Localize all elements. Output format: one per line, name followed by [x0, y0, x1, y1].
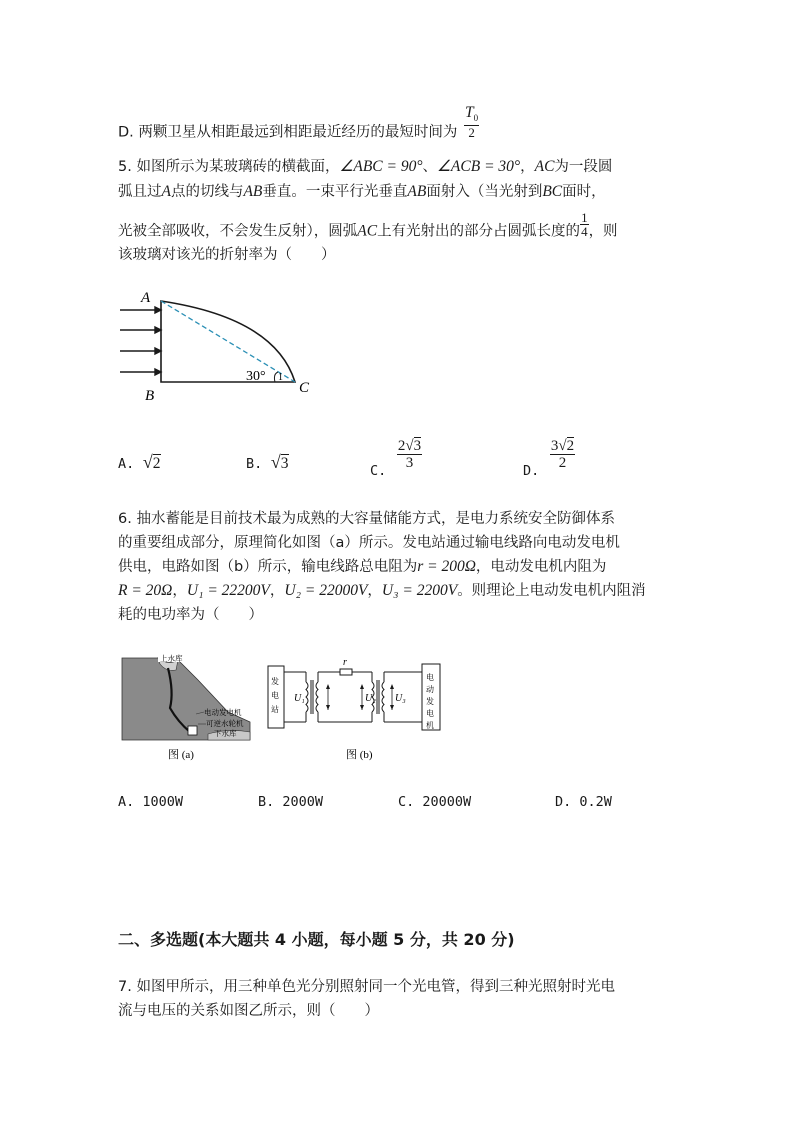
svg-text:动: 动 — [426, 685, 434, 694]
turbine-label: 可逆水轮机 — [206, 719, 244, 728]
q5-option-a[interactable]: A. √2 — [118, 452, 161, 472]
q5-line-2: 弧且过A点的切线与AB垂直。一束平行光垂直AB面射入（当光射到BC面时， — [118, 183, 606, 200]
svg-text:发: 发 — [426, 697, 434, 706]
svg-text:机: 机 — [426, 721, 434, 730]
angle-30-label: 30° — [246, 369, 266, 384]
figure-a-caption: 图 (a) — [168, 749, 194, 761]
point-b-label: B — [145, 388, 155, 404]
u1-label: U₁ — [294, 693, 305, 704]
motor-generator-label: 电动发电机 — [204, 708, 242, 717]
q6-line-1: 6. 抽水蓄能是目前技术最为成熟的大容量储能方式，是电力系统安全防御体系 — [118, 511, 615, 527]
glass-brick-figure — [115, 288, 325, 408]
q6-line-2: 的重要组成部分，原理简化如图（a）所示。发电站通过输电线路向电动发电机 — [118, 535, 620, 551]
q6-option-b[interactable]: B. 2000W — [258, 794, 324, 810]
chord-ac-dashed — [161, 301, 295, 382]
station-label-2: 电 — [271, 691, 279, 700]
q7-line-1: 7. 如图甲所示，用三种单色光分别照射同一个光电管，得到三种光照射时光电 — [118, 979, 615, 995]
half-period-fraction: $\frac{T_0}{2}$ — [465, 104, 479, 141]
q6-line-3: 供电，电路如图（b）所示，输电线路总电阻为r = 200Ω，电动发电机内阻为 — [118, 558, 607, 575]
resistor-r-label: r — [343, 657, 347, 668]
q5-line-4: 该玻璃对该光的折射率为（ ） — [118, 247, 336, 263]
quarter-fraction: $\frac{1}{4}$ — [581, 210, 588, 239]
circuit-figure-b — [266, 652, 446, 762]
q4-option-d — [118, 104, 479, 149]
station-label-1: 发 — [271, 677, 279, 686]
upper-reservoir-label: 上水库 — [160, 654, 183, 663]
q6-option-d[interactable]: D. 0.2W — [555, 794, 612, 810]
q6-option-a[interactable]: A. 1000W — [118, 794, 184, 810]
section-2-title: 二、多选题(本大题共 4 小题，每小题 5 分，共 20 分) — [118, 930, 515, 949]
q5-option-d[interactable]: D. $\frac{3√2}{2}$ — [523, 438, 575, 479]
q5-option-c[interactable]: C. $\frac{2√3}{3}$ — [370, 438, 422, 479]
pumped-storage-figure-a — [118, 652, 258, 762]
q4-option-d-text: D. 两颗卫星从相距最远到相距最近经历的最短时间为 — [118, 124, 458, 141]
q5-option-b[interactable]: B. √3 — [246, 452, 289, 472]
point-c-label: C — [299, 380, 310, 396]
figure-b-caption: 图 (b) — [346, 749, 373, 761]
q5-line-3: 光被全部吸收，不会发生反射），圆弧AC上有光射出的部分占圆弧长度的 $\frac{1}{4}$ ，则 — [118, 210, 618, 240]
angle-1-label: 1 — [278, 372, 283, 383]
u2-label: U₂ — [365, 693, 376, 704]
q7-line-2: 流与电压的关系如图乙所示，则（ ） — [118, 1003, 379, 1019]
glass-brick-outline — [161, 301, 295, 382]
q6-line-5: 耗的电功率为（ ） — [118, 607, 263, 623]
point-a-label: A — [141, 290, 151, 306]
u3-label: U₃ — [395, 693, 406, 704]
svg-text:电: 电 — [426, 673, 434, 682]
q6-option-c[interactable]: C. 20000W — [398, 794, 472, 810]
q5-line-1: 5. 如图所示为某玻璃砖的横截面，∠ABC = 90°、∠ACB = 30°，AC为一段圆 — [118, 158, 613, 175]
parallel-light-arrows — [120, 307, 161, 375]
lower-reservoir-label: 下水库 — [214, 729, 237, 738]
station-label-3: 站 — [271, 705, 279, 714]
svg-text:电: 电 — [426, 709, 434, 718]
q6-line-4: R = 20Ω，U₁ = 22200V，U₂ = 22000V，U₃ = 2200V。则理论上电动发电机内阻消 — [118, 582, 646, 599]
